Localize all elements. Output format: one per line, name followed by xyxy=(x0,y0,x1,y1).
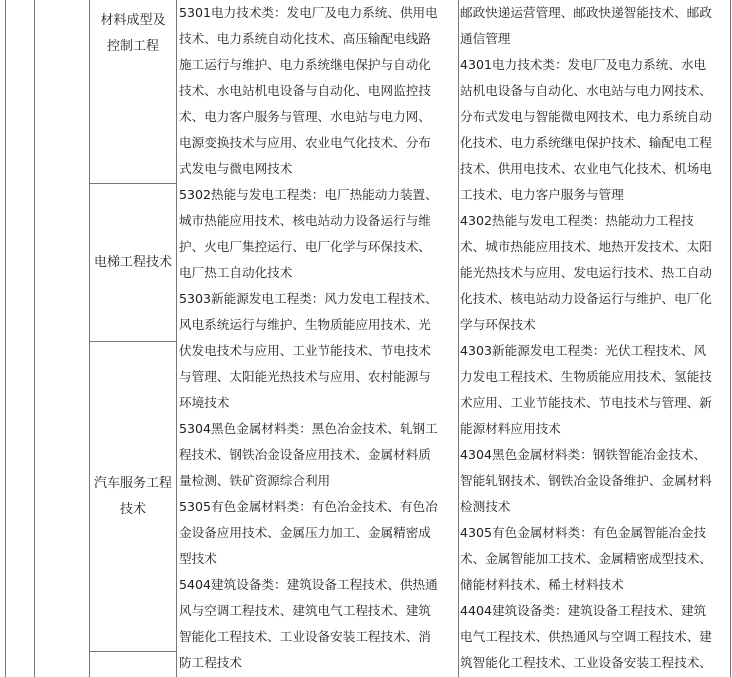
text-line: 技术、水电站机电设备与自动化、电网监控技 xyxy=(179,83,431,98)
catalog-column-b xyxy=(460,0,730,676)
text-line: 术、金属智能加工技术、金属精密成型技术、 xyxy=(460,551,712,566)
text-line: 检测技术 xyxy=(460,499,511,514)
text-line: 式发电与微电网技术 xyxy=(179,161,293,176)
catalog-column-a xyxy=(179,0,458,676)
text-line: 型技术 xyxy=(179,551,217,566)
grid-line xyxy=(34,0,35,677)
text-line: 电厂热工自动化技术 xyxy=(179,265,293,280)
text-line: 化技术、核电站动力设备运行与维护、电厂化 xyxy=(460,291,712,306)
text-line: 与管理、太阳能光热技术与应用、农村能源与 xyxy=(179,369,431,384)
grid-line xyxy=(458,0,459,677)
text-line: 术、城市热能应用技术、地热开发技术、太阳 xyxy=(460,239,712,254)
text-line: 4305有色金属材料类：有色金属智能冶金技 xyxy=(460,525,707,540)
text-line: 智能化工程技术、工业设备安装工程技术、消 xyxy=(179,629,431,644)
text-line: 风与空调工程技术、建筑电气工程技术、建筑 xyxy=(179,603,431,618)
text-line: 5304黑色金属材料类：黑色冶金技术、轧钢工 xyxy=(179,421,438,436)
text-line: 伏发电技术与应用、工业节能技术、节电技术 xyxy=(179,343,431,358)
major-cell xyxy=(90,0,176,68)
text-line: 工技术、电力客户服务与管理 xyxy=(460,187,624,202)
text-line: 4303新能源发电工程类：光伏工程技术、风 xyxy=(460,343,707,358)
text-line: 技术、电力系统自动化技术、高压输配电线路 xyxy=(179,31,431,46)
text-line: 电源变换技术与应用、农业电气化技术、分布 xyxy=(179,135,431,150)
text-line: 4404建筑设备类：建筑设备工程技术、建筑 xyxy=(460,603,707,618)
text-line: 4304黑色金属材料类：钢铁智能冶金技术、 xyxy=(460,447,707,462)
text-line: 能光热技术与应用、发电运行技术、热工自动 xyxy=(460,265,712,280)
text-line: 能源材料应用技术 xyxy=(460,421,561,436)
text-line: 5301电力技术类：发电厂及电力系统、供用电 xyxy=(179,5,438,20)
text-line: 筑智能化工程技术、工业设备安装工程技术、 xyxy=(460,655,712,670)
major-cell xyxy=(90,184,176,341)
grid-line xyxy=(730,0,731,677)
text-line: 电气工程技术、供热通风与空调工程技术、建 xyxy=(460,629,712,644)
text-line: 4301电力技术类：发电厂及电力系统、水电 xyxy=(460,57,707,72)
text-line: 分布式发电与智能微电网技术、电力系统自动 xyxy=(460,109,712,124)
major-name: 电梯工程技术 xyxy=(94,254,173,270)
text-line: 通信管理 xyxy=(460,31,511,46)
grid-line xyxy=(89,651,177,652)
text-line: 力发电工程技术、生物质能应用技术、氢能技 xyxy=(460,369,712,384)
major-name: 控制工程 xyxy=(106,39,159,54)
text-line: 环境技术 xyxy=(179,395,230,410)
grid-line xyxy=(176,0,177,677)
text-line: 施工运行与维护、电力系统继电保护与自动化 xyxy=(179,57,431,72)
major-name: 技术 xyxy=(119,501,146,517)
text-line: 5303新能源发电工程类：风力发电工程技术、 xyxy=(179,291,438,306)
text-line: 术应用、工业节能技术、节电技术与管理、新 xyxy=(460,395,712,410)
text-line: 5305有色金属材料类：有色冶金技术、有色冶 xyxy=(179,499,438,514)
grid-line xyxy=(5,0,6,677)
text-line: 智能轧钢技术、钢铁冶金设备维护、金属材料 xyxy=(460,473,712,488)
text-line: 程技术、钢铁冶金设备应用技术、金属材料质 xyxy=(179,447,431,462)
text-line: 5302热能与发电工程类：电厂热能动力装置、 xyxy=(179,187,438,202)
text-line: 术、电力客户服务与管理、水电站与电力网、 xyxy=(179,109,431,124)
text-line: 风电系统运行与维护、生物质能应用技术、光 xyxy=(179,317,431,332)
text-line: 技术、供用电技术、农业电气化技术、机场电 xyxy=(460,161,712,176)
text-line: 城市热能应用技术、核电站动力设备运行与维 xyxy=(179,213,431,228)
text-line: 金设备应用技术、金属压力加工、金属精密成 xyxy=(179,525,431,540)
text-line: 5404建筑设备类：建筑设备工程技术、供热通 xyxy=(179,577,438,592)
text-line: 防工程技术 xyxy=(179,655,242,670)
text-line: 化技术、电力系统继电保护技术、输配电工程 xyxy=(460,135,712,150)
major-cell xyxy=(90,342,176,651)
major-name: 材料成型及 xyxy=(100,13,166,28)
text-line: 量检测、铁矿资源综合利用 xyxy=(179,473,331,488)
text-line: 学与环保技术 xyxy=(460,317,536,332)
text-line: 4302热能与发电工程类：热能动力工程技 xyxy=(460,213,694,228)
text-line: 护、火电厂集控运行、电厂化学与环保技术、 xyxy=(179,239,431,254)
major-name: 汽车服务工程 xyxy=(94,475,173,491)
text-line: 站机电设备与自动化、水电站与电力网技术、 xyxy=(460,83,712,98)
text-line: 邮政快递运营管理、邮政快递智能技术、邮政 xyxy=(460,5,712,20)
text-line: 储能材料技术、稀土材料技术 xyxy=(460,577,624,592)
